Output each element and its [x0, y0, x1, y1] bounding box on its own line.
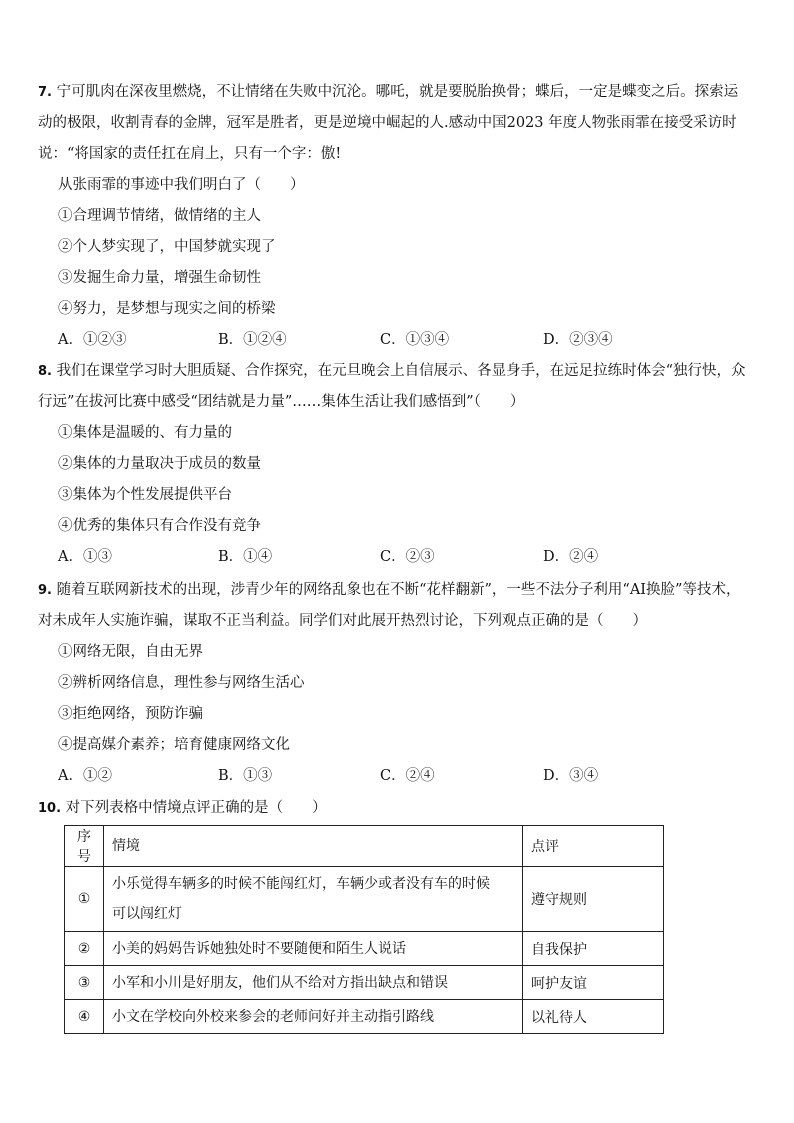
question-stem-line: 对未成年人实施诈骗，谋取不正当利益。同学们对此展开热烈讨论，下列观点正确的是（ ） — [38, 613, 647, 629]
scene-cell — [104, 867, 523, 932]
scene-cell: 小美的妈妈告诉她独处时不要随便和陌生人说话 — [104, 932, 523, 966]
statement-2: ②辨析网络信息，理性参与网络生活心 — [58, 675, 305, 691]
question-prompt: 从张雨霏的事迹中我们明白了（ ） — [58, 177, 305, 193]
statement-2: ②集体的力量取决于成员的数量 — [58, 456, 261, 472]
row-number: ③ — [65, 966, 104, 1000]
answer-options — [38, 761, 756, 792]
statement-3: ③发掘生命力量，增强生命韧性 — [58, 270, 261, 286]
question-number: 10. — [38, 801, 62, 816]
question-9 — [38, 575, 756, 792]
statement-3: ③集体为个性发展提供平台 — [58, 487, 232, 503]
statement-1: ①网络无限，自由无界 — [58, 644, 203, 660]
question-10 — [38, 793, 756, 824]
option-d[interactable]: D．②③④ — [543, 332, 613, 348]
table-row — [65, 932, 664, 966]
scene-line: 小乐觉得车辆多的时候不能闯红灯，车辆少或者没有车的时候 — [112, 876, 490, 892]
option-d[interactable]: D．③④ — [543, 768, 599, 784]
column-header: 序号 — [65, 826, 104, 867]
statement-2: ②个人梦实现了，中国梦就实现了 — [58, 239, 276, 255]
question-stem-line: 宁可肌肉在深夜里燃烧，不让情绪在失败中沉沦。哪吒，就是要脱胎换骨；蝶后，一定是蝶变之后。探索运 — [56, 84, 739, 100]
question-number: 8. — [38, 364, 52, 379]
question-number: 9. — [38, 583, 52, 598]
answer-options — [38, 542, 756, 573]
question-7 — [38, 77, 756, 356]
question-stem-line: 行远”在拔河比赛中感受“团结就是力量”……集体生活让我们感悟到”（ ） — [38, 394, 525, 410]
answer-options — [38, 325, 756, 356]
statement-4: ④提高媒介素养；培育健康网络文化 — [58, 737, 290, 753]
table-row — [65, 1000, 664, 1034]
column-header: 点评 — [523, 826, 664, 867]
statement-1: ①合理调节情绪，做情绪的主人 — [58, 208, 261, 224]
question-stem-line: 我们在课堂学习时大胆质疑、合作探究，在元旦晚会上自信展示、各显身手，在远足拉练时体会“独行快，众 — [56, 363, 746, 379]
question-8 — [38, 356, 756, 573]
statement-4: ④努力，是梦想与现实之间的桥梁 — [58, 301, 276, 317]
statement-1: ①集体是温暖的、有力量的 — [58, 425, 232, 441]
question-stem-line: 说：“将国家的责任扛在肩上，只有一个字：傲! — [38, 146, 342, 162]
option-b[interactable]: B．①②④ — [218, 332, 287, 348]
question-stem-line: 对下列表格中情境点评正确的是（ ） — [65, 800, 327, 816]
scene-line: 可以闯红灯 — [112, 906, 182, 922]
statement-3: ③拒绝网络，预防诈骗 — [58, 706, 203, 722]
column-header: 情境 — [104, 826, 523, 867]
option-c[interactable]: C．②④ — [380, 768, 435, 784]
question-stem-line: 动的极限，收割青春的金牌，冠军是胜者，更是逆境中崛起的人.感动中国2023 年度人物张雨霏在接受采访时 — [38, 115, 737, 131]
row-number: ① — [65, 867, 104, 932]
table-header-row — [65, 826, 664, 867]
comment-cell: 呵护友谊 — [523, 966, 664, 1000]
option-b[interactable]: B．①③ — [218, 768, 273, 784]
comment-cell: 遵守规则 — [523, 867, 664, 932]
row-number: ④ — [65, 1000, 104, 1034]
evaluation-table — [64, 825, 664, 1034]
option-d[interactable]: D．②④ — [543, 549, 599, 565]
comment-cell: 以礼待人 — [523, 1000, 664, 1034]
table-row — [65, 867, 664, 932]
table-row — [65, 966, 664, 1000]
option-b[interactable]: B．①④ — [218, 549, 273, 565]
option-c[interactable]: C．①③④ — [380, 332, 450, 348]
option-a[interactable]: A．①②③ — [58, 332, 127, 348]
question-number: 7. — [38, 85, 52, 100]
statement-4: ④优秀的集体只有合作没有竞争 — [58, 518, 261, 534]
comment-cell: 自我保护 — [523, 932, 664, 966]
question-stem-line: 随着互联网新技术的出现，涉青少年的网络乱象也在不断“花样翻新”，一些不法分子利用“AI换脸”等技术， — [56, 582, 741, 598]
option-a[interactable]: A．①② — [58, 768, 112, 784]
option-a[interactable]: A．①③ — [58, 549, 112, 565]
scene-cell: 小军和小川是好朋友，他们从不给对方指出缺点和错误 — [104, 966, 523, 1000]
option-c[interactable]: C．②③ — [380, 549, 435, 565]
scene-cell: 小文在学校向外校来参会的老师问好并主动指引路线 — [104, 1000, 523, 1034]
row-number: ② — [65, 932, 104, 966]
